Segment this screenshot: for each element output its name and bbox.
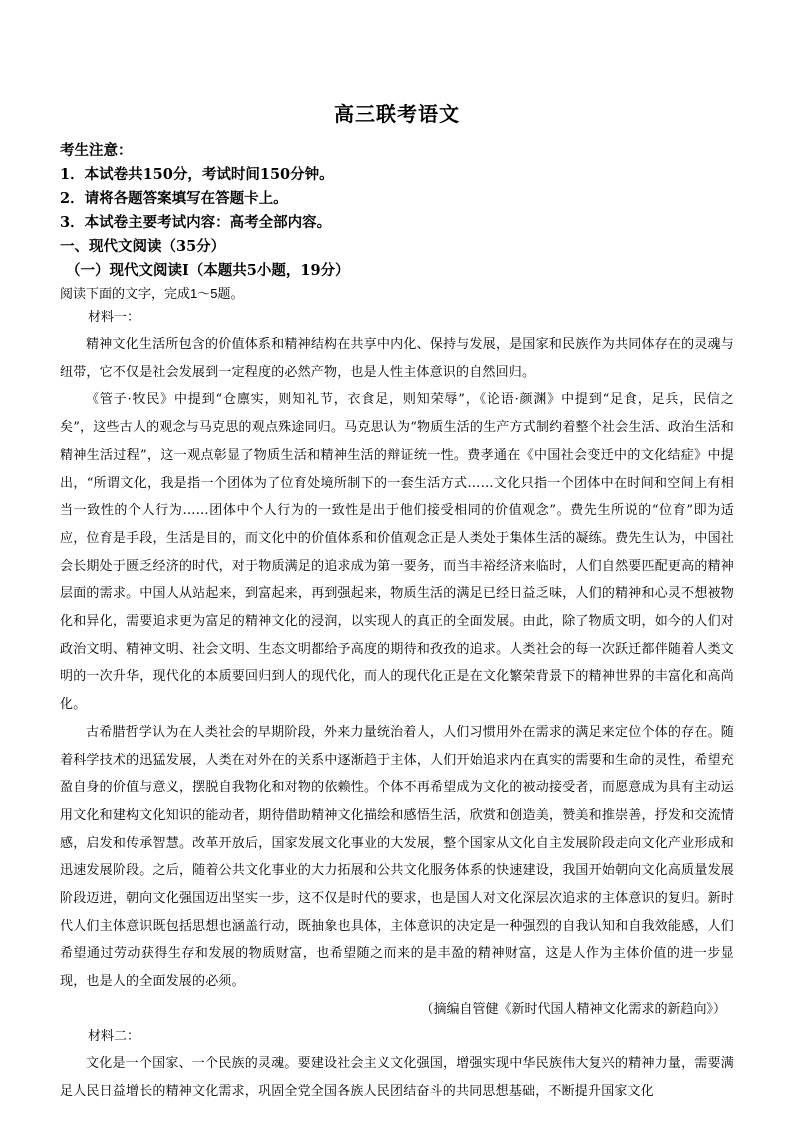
notice-heading: 考生注意： (60, 142, 133, 159)
material-paragraph: 文化是一个国家、一个民族的灵魂。要建设社会主义文化强国，增强实现中华民族伟大复兴的精神力量，需要满足人民日益增长的精神文化需求，巩固全党全国各族人民团结奋斗的共同思想基础，不断提升国家文化 (60, 1055, 734, 1099)
material-paragraph: 古希腊哲学认为在人类社会的早期阶段，外来力量统治着人，人们习惯用外在需求的满足来定位个体的存在。随着科学技术的迅猛发展，人类在对外在的关系中逐渐趋于主体，人们开始追求内在真实的需要和生命的灵性，希望充盈自身的价值与意义，摆脱自我物化和对物的依赖性。个体不再希望成为文化的被动接受者，而愿意成为具有主动运用文化和建构文化知识的能动者，期待借助精神文化描绘和感悟生活，欣赏和创造美，赞美和推崇善，抒发和交流情感，启发和传承智慧。改革开放后，国家发展文化事业的大发展，整个国家从文化自主发展阶段走向文化产业形成和迅速发展阶段。之后，随着公共文化事业的大力拓展和公共文化服务体系的快速建设，我国开始朝向文化高质量发展阶段迈进，朝向文化强国迈出坚实一步，这不仅是时代的要求，也是国人对文化深层次追求的主体意识的复归。新时代人们主体意识既包括思想也涵盖行动，既抽象也具体，主体意识的决定是一种强烈的自我认知和自我效能感，人们希望通过劳动获得生存和发展的物质财富，也希望随之而来的是丰盈的精神财富，这是人作为主体价值的进一步显现，也是人的全面发展的必须。 (60, 724, 734, 990)
material-two (60, 1024, 734, 1105)
notice-item: 1．本试卷共150分，考试时间150分钟。 (60, 166, 334, 183)
material-label: 材料一： (88, 310, 141, 325)
reading-instruction: 阅读下面的文字，完成1～5题。 (60, 286, 244, 301)
notice-item: 3．本试卷主要考试内容：高考全部内容。 (60, 214, 332, 231)
material-label: 材料二： (88, 1028, 141, 1044)
exam-title: 高三联考语文 (334, 102, 460, 126)
notice-block (60, 139, 734, 235)
subsection-heading: （一）现代文阅读Ⅰ（本题共5小题，19分） (66, 262, 350, 279)
material-paragraph: 精神文化生活所包含的价值体系和精神结构在共享中内化、保持与发展，是国家和民族作为共同体存在的灵魂与纽带，它不仅是社会发展到一定程度的必然产物，也是人性主体意识的自然回归。 (60, 337, 734, 380)
notice-item: 2．请将各题答案填写在答题卡上。 (60, 190, 288, 207)
material-paragraph: 《管子·牧民》中提到“仓廪实，则知礼节，衣食足，则知荣辱”，《论语·颜渊》中提到“足食，足兵，民信之矣”，这些古人的观念与马克思的观点殊途同归。马克思认为“物质生活的生产方式制约着整个社会生活、政治生活和精神生活过程”，这一观点彰显了物质生活和精神生活的辩证统一性。费孝通在《中国社会变迁中的文化结症》中提出，“所谓文化，我是指一个团体为了位育处境所制下的一套生活方式……文化只指一个团体中在时间和空间上有相当一致性的个人行为……团体中个人行为的一致性是出于他们接受相同的价值观念”。费先生所说的“位育”即为适应，位育是手段，生活是目的，而文化中的价值体系和价值观念正是人类处于集体生活的凝练。费先生认为，中国社会长期处于匮乏经济的时代，对于物质满足的追求成为第一要务，而当丰裕经济来临时，人们自然要匹配更高的精神层面的需求。中国人从站起来，到富起来，再到强起来，物质生活的满足已经日益乏味，人们的精神和心灵不想被物化和异化，需要追求更为富足的精神文化的浸润，以实现人的真正的全面发展。由此，除了物质文明，如今的人们对政治文明、精神文明、社会文明、生态文明都给予高度的期待和孜孜的追求。人类社会的每一次跃迁都伴随着人类文明的一次升华，现代化的本质要回归到人的现代化，而人的现代化正是在文化繁荣背景下的精神世界的丰富化和高尚化。 (60, 392, 734, 713)
section-heading: 一、现代文阅读（35分） (60, 238, 226, 255)
material-source: （摘编自管健《新时代国人精神文化需求的新趋向》） (420, 1001, 726, 1017)
material-one (60, 305, 734, 1024)
